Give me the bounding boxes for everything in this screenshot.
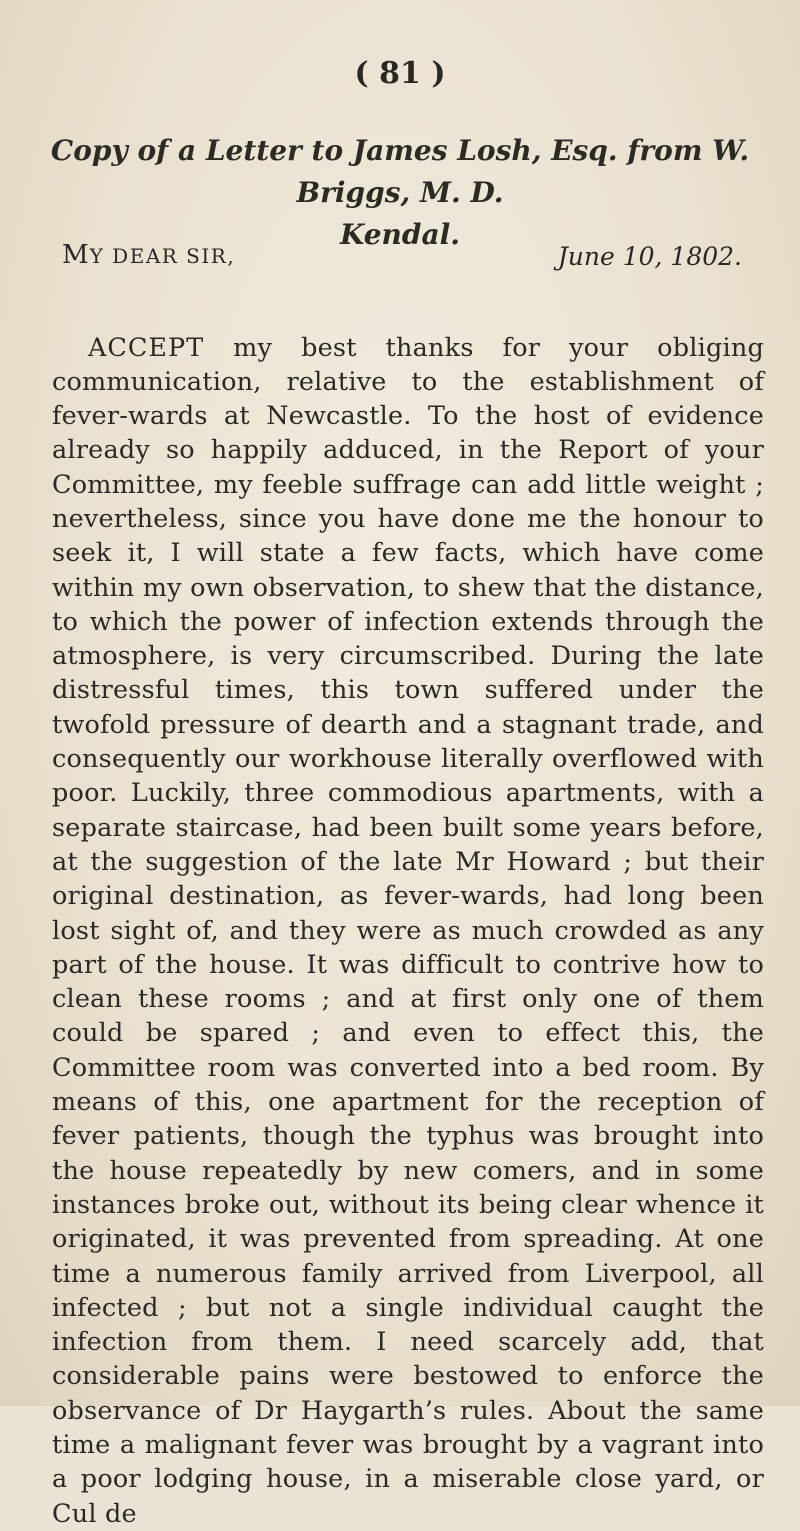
salutation	[62, 240, 235, 270]
letter-heading	[0, 130, 800, 256]
heading-line-2: Kendal.	[340, 218, 460, 251]
letter-lead-word: ACCEPT	[88, 332, 205, 363]
salutation-initial: M	[62, 240, 90, 270]
letter-body	[52, 331, 764, 1531]
page-number: ( 81 )	[354, 56, 446, 91]
heading-line-1: Copy of a Letter to James Losh, Esq. from W. Briggs, M. D.	[50, 134, 750, 209]
salutation-row	[62, 240, 762, 280]
letter-body-text: my best thanks for your obliging communication, relative to the establishment of fever-wards at Newcastle. To the host of evidence already so happily adduced, in the Report of your Committee, my feeble suffrage can add little weight ; nevertheless, since you have done me the honour to seek it, I will state a few facts, which have come within my own observation, to shew that the distance, to which the power of infection extends through the atmosphere, is very circumscribed. During the late distressful times, this town suffered under the twofold pressure of dearth and a stagnant trade, and consequently our workhouse literally overflowed with poor. Luckily, three commodious apartments, with a separate staircase, had been built some years before, at the suggestion of the late Mr Howard ; but their original destination, as fever-wards, had long been lost sight of, and they were as much crowded as any part of the house. It was difficult to contrive how to clean these rooms ; and at first only one of them could be spared ; and even to effect this, the Committee room was converted into a bed room. By means of this, one apartment for the reception of fever patients, though the typhus was brought into the house repeatedly by new comers, and in some instances broke out, without its being clear whence it originated, it was prevented from spreading. At one time a numerous family arrived from Liverpool, all infected ; but not a single individual caught the infection from them. I need scarcely add, that considerable pains were bestowed to enforce the observance of Dr Haygarth’s rules. About the same time a malignant fever was brought by a vagrant into a poor lodging house, in a miserable close yard, or Cul de	[52, 332, 764, 1529]
salutation-rest: Y DEAR SIR,	[89, 244, 236, 268]
letter-date: June 10, 1802.	[557, 242, 742, 271]
